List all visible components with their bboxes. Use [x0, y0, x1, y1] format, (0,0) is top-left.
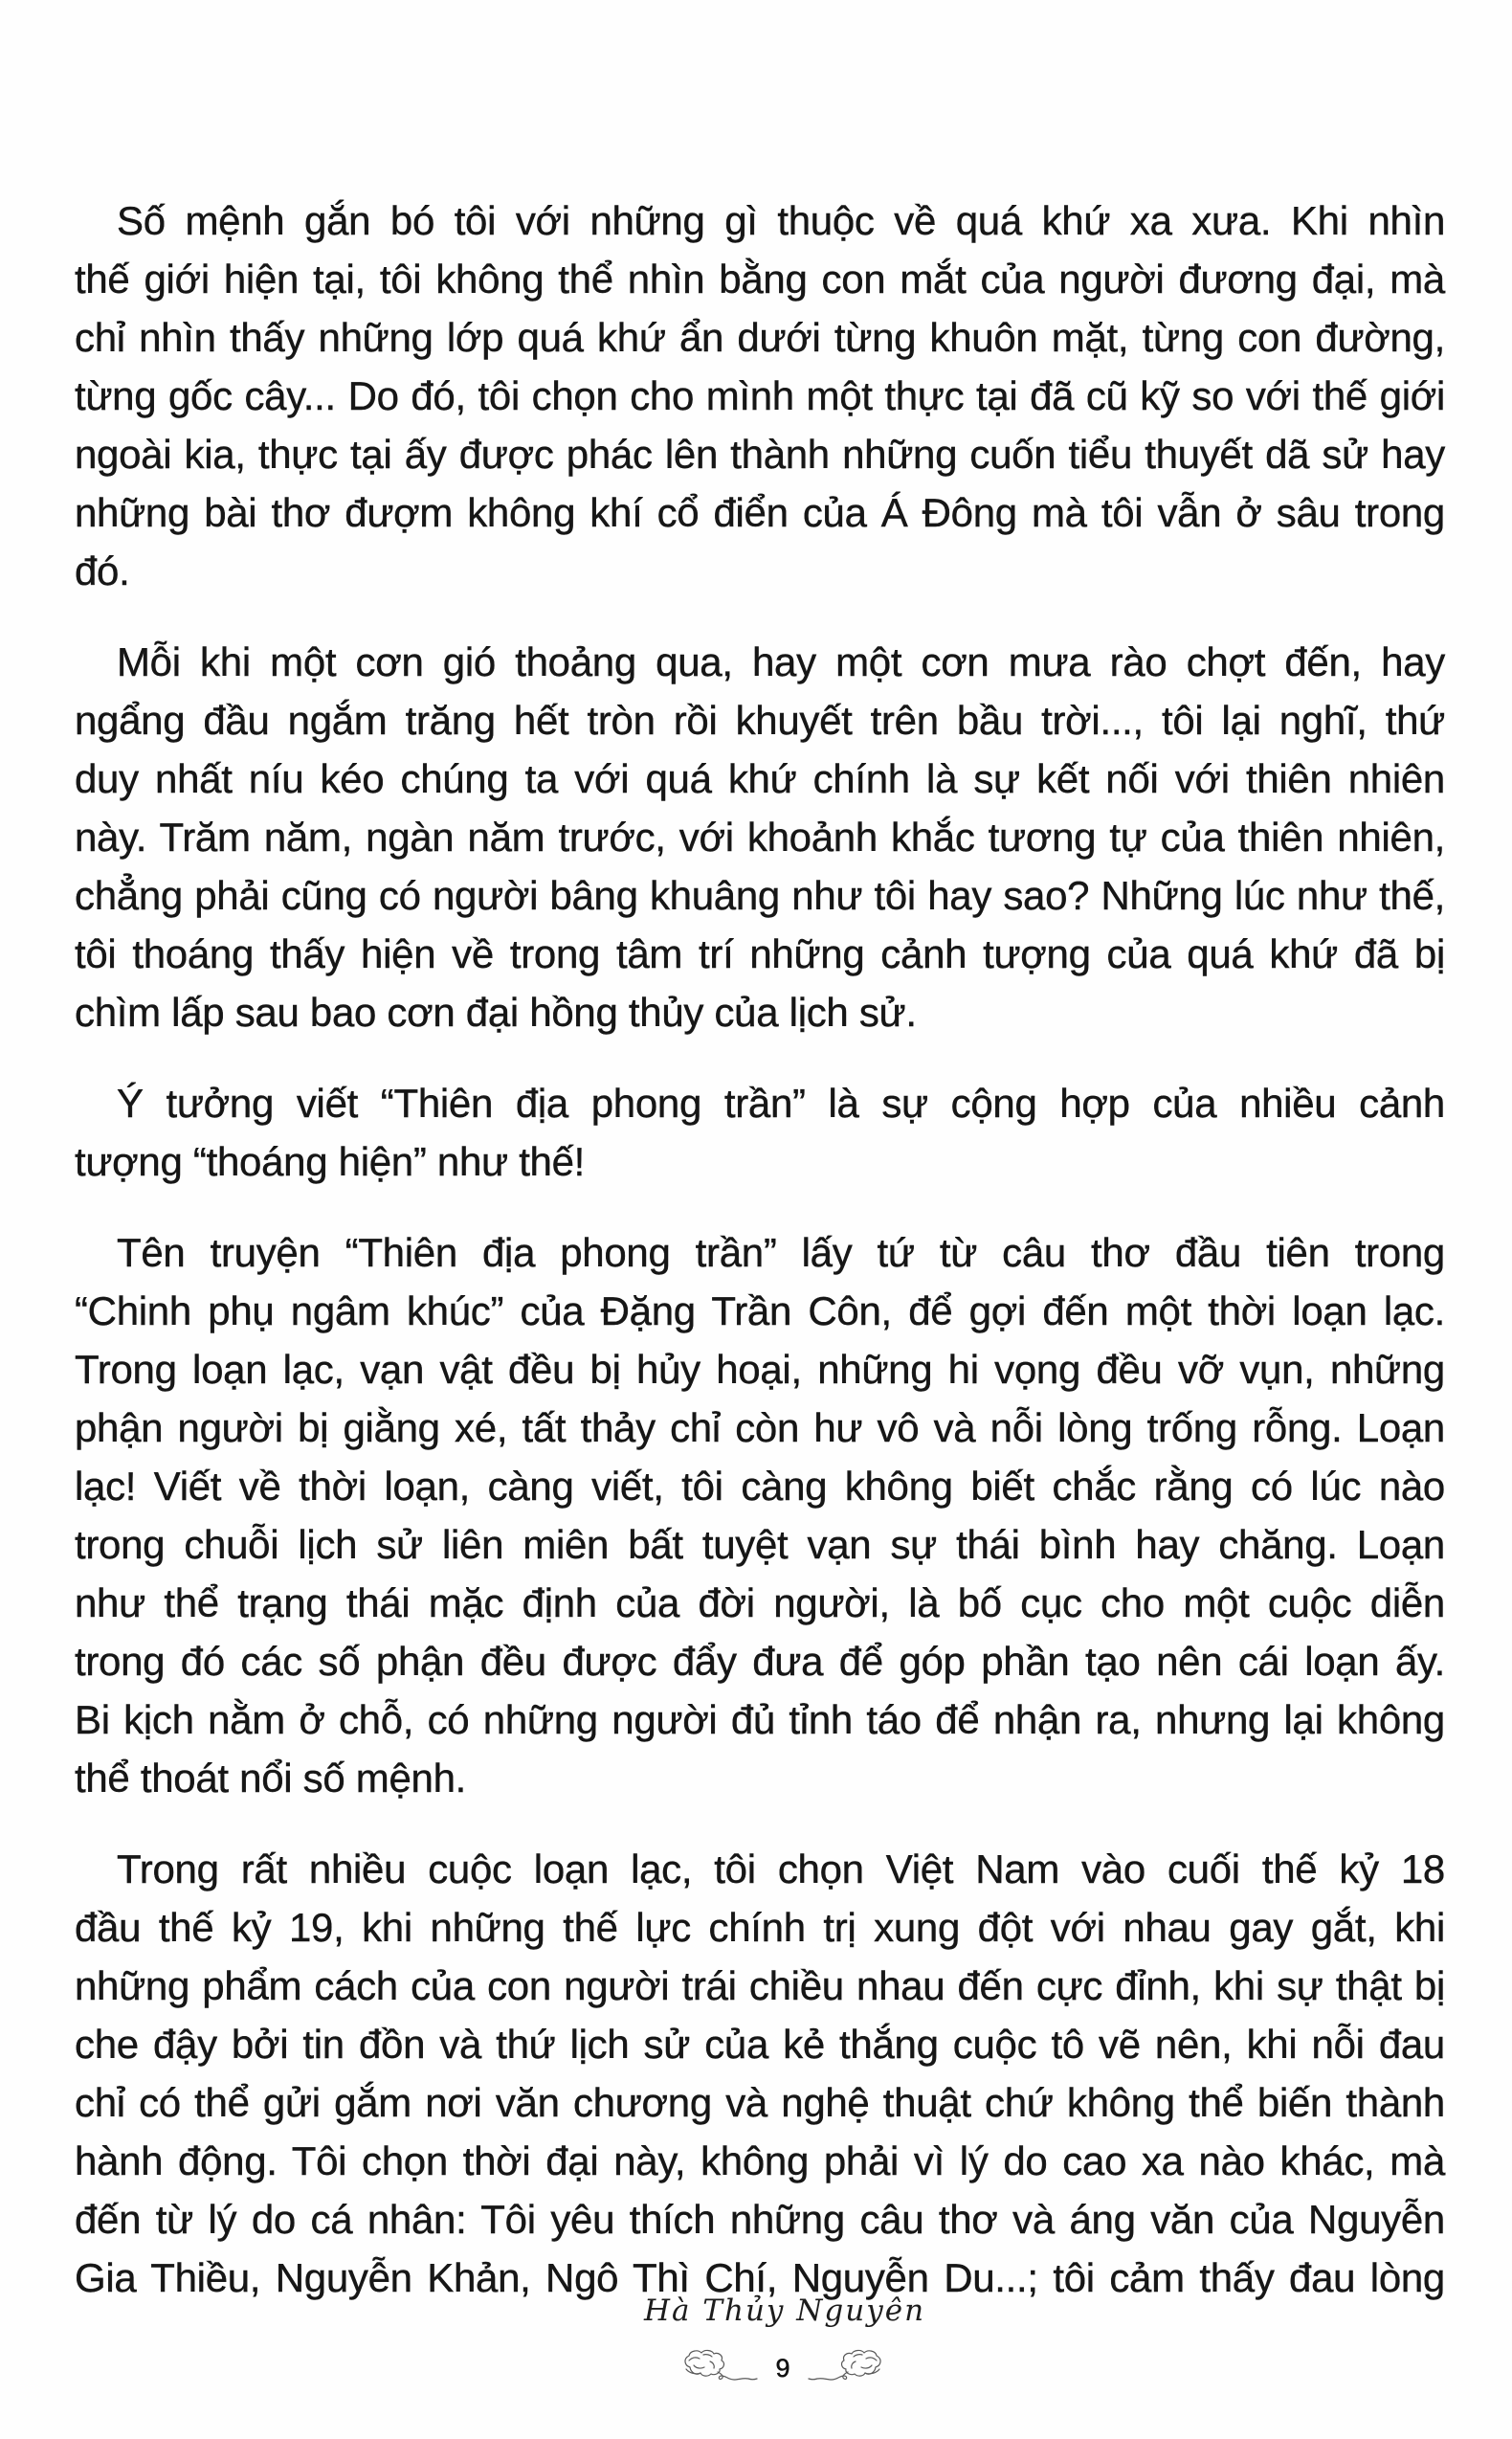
text-line: Tên truyện “Thiên địa phong trần” lấy tứ từ câu thơ đầu tiên trong	[117, 1230, 1445, 1275]
text-line: này. Trăm năm, ngàn năm trước, với khoảnh khắc tương tự của thiên nhiên,	[75, 815, 1445, 860]
text-line: “Chinh phụ ngâm khúc” của Đặng Trần Côn, để gợi đến một thời loạn lạc.	[75, 1288, 1445, 1333]
page-footer	[27, 2347, 1512, 2389]
text-line: chỉ nhìn thấy những lớp quá khứ ẩn dưới từng khuôn mặt, từng con đường,	[75, 315, 1445, 360]
flourish-right-icon	[806, 2347, 888, 2389]
text-line: hành động. Tôi chọn thời đại này, không phải vì lý do cao xa nào khác, mà	[75, 2138, 1445, 2183]
text-line: như thể trạng thái mặc định của đời người, là bố cục cho một cuộc diễn	[75, 1580, 1445, 1625]
text-line: tượng “thoáng hiện” như thế!	[75, 1139, 586, 1184]
text-line: chẳng phải cũng có người bâng khuâng như tôi hay sao? Những lúc như thế,	[75, 873, 1445, 918]
text-line: từng gốc cây... Do đó, tôi chọn cho mình một thực tại đã cũ kỹ so với thế giới	[75, 373, 1445, 418]
text-line: những phẩm cách của con người trái chiều nhau đến cực đỉnh, khi sự thật bị	[75, 1963, 1445, 2008]
paragraph	[75, 191, 1445, 600]
text-line: trong chuỗi lịch sử liên miên bất tuyệt vạn sự thái bình hay chăng. Loạn	[75, 1522, 1445, 1567]
page-number: 9	[775, 2354, 790, 2383]
text-line: tôi thoáng thấy hiện về trong tâm trí những cảnh tượng của quá khứ đã bị	[75, 931, 1445, 976]
text-line: chỉ có thể gửi gắm nơi văn chương và nghệ thuật chứ không thể biến thành	[75, 2080, 1445, 2125]
paragraph	[75, 633, 1445, 1041]
text-line: phận người bị giằng xé, tất thảy chỉ còn hư vô và nỗi lòng trống rỗng. Loạn	[75, 1405, 1445, 1450]
page-body	[75, 191, 1445, 2307]
text-line: ngoài kia, thực tại ấy được phác lên thành những cuốn tiểu thuyết dã sử hay	[75, 432, 1445, 477]
text-line: Mỗi khi một cơn gió thoảng qua, hay một cơn mưa rào chợt đến, hay	[117, 639, 1445, 684]
text-line: che đậy bởi tin đồn và thứ lịch sử của kẻ thắng cuộc tô vẽ nên, khi nỗi đau	[75, 2022, 1445, 2067]
text-line: ngẩng đầu ngắm trăng hết tròn rồi khuyết trên bầu trời..., tôi lại nghĩ, thứ	[75, 698, 1445, 743]
text-line: những bài thơ đượm không khí cổ điển của Á Đông mà tôi vẫn ở sâu trong đó.	[75, 490, 1445, 593]
text-line: đầu thế kỷ 19, khi những thế lực chính trị xung đột với nhau gay gắt, khi	[75, 1905, 1445, 1950]
text-line: Gia Thiều, Nguyễn Khản, Ngô Thì Chí, Nguyễn Du...; tôi cảm thấy đau lòng	[75, 2255, 1445, 2300]
text-line: thế giới hiện tại, tôi không thể nhìn bằng con mắt của người đương đại, mà	[75, 257, 1445, 302]
text-line: lạc! Viết về thời loạn, càng viết, tôi càng không biết chắc rằng có lúc nào	[75, 1464, 1445, 1509]
text-line: trong đó các số phận đều được đẩy đưa để góp phần tạo nên cái loạn ấy.	[75, 1639, 1445, 1684]
paragraph	[75, 1840, 1445, 2307]
text-line: Trong rất nhiều cuộc loạn lạc, tôi chọn Việt Nam vào cuối thế kỷ 18	[117, 1846, 1445, 1891]
flourish-left-icon	[678, 2347, 760, 2389]
text-line: Bi kịch nằm ở chỗ, có những người đủ tỉnh táo để nhận ra, nhưng lại không	[75, 1697, 1445, 1742]
text-line: đến từ lý do cá nhân: Tôi yêu thích những câu thơ và áng văn của Nguyễn	[75, 2197, 1445, 2242]
text-line: Số mệnh gắn bó tôi với những gì thuộc về quá khứ xa xưa. Khi nhìn	[117, 198, 1445, 243]
paragraph	[75, 1074, 1445, 1191]
author-signature: Hà Thủy Nguyên	[643, 2294, 926, 2328]
text-line: Trong loạn lạc, vạn vật đều bị hủy hoại, những hi vọng đều vỡ vụn, những	[75, 1347, 1445, 1392]
text-line: thể thoát nổi số mệnh.	[75, 1756, 467, 1801]
text-line: chìm lấp sau bao cơn đại hồng thủy của lịch sử.	[75, 990, 917, 1035]
paragraph	[75, 1223, 1445, 1807]
text-line: Ý tưởng viết “Thiên địa phong trần” là sự cộng hợp của nhiều cảnh	[117, 1081, 1445, 1126]
text-line: duy nhất níu kéo chúng ta với quá khứ chính là sự kết nối với thiên nhiên	[75, 756, 1445, 801]
